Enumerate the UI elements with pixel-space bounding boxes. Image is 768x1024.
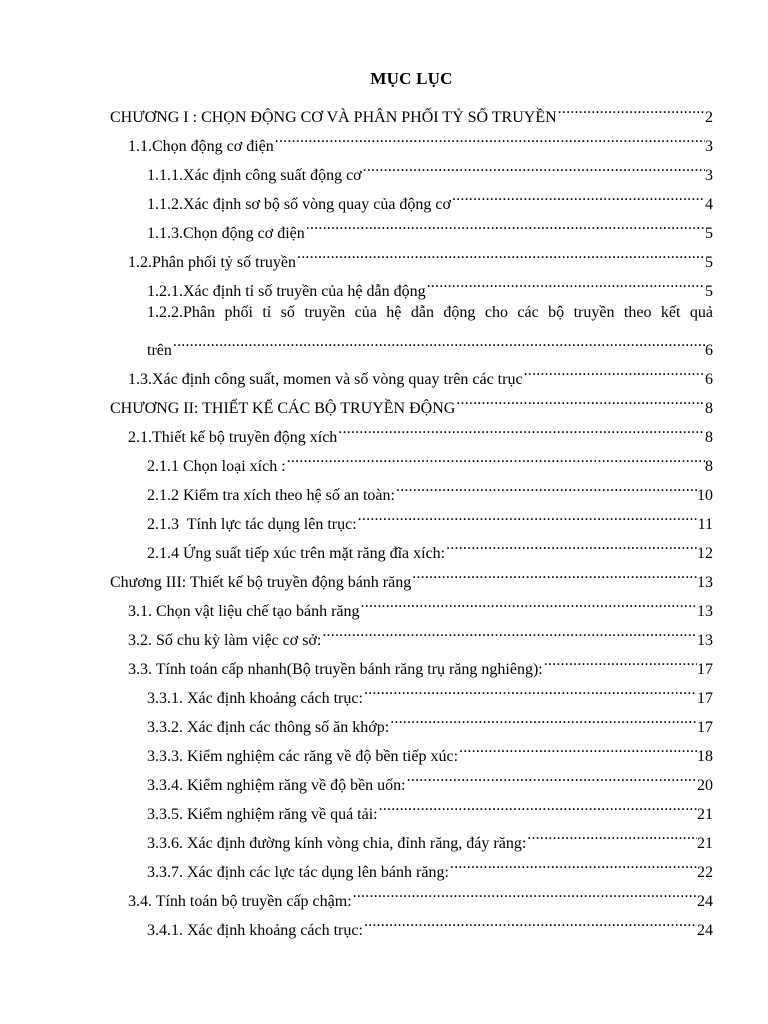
toc-page-number: 13 bbox=[697, 632, 713, 649]
dot-leader bbox=[357, 503, 698, 529]
toc-page-number: 3 bbox=[705, 167, 713, 184]
toc-page-number: 2 bbox=[705, 109, 713, 126]
toc-entry-text: 3.4.1. Xác định khoảng cách trục: bbox=[147, 922, 363, 939]
toc-entry-text: 1.2.Phân phối tỷ số truyền bbox=[128, 254, 296, 271]
toc-page-number: 13 bbox=[697, 603, 713, 620]
toc-page-number: 8 bbox=[705, 429, 713, 446]
toc-page-number: 13 bbox=[697, 574, 713, 591]
toc-entry-2-1-1[interactable] bbox=[147, 445, 713, 475]
toc-entry-3-1[interactable] bbox=[128, 590, 713, 620]
toc-entry-2-1-3[interactable] bbox=[147, 503, 713, 533]
toc-entry-3-4-1[interactable] bbox=[147, 909, 713, 939]
toc-entry-1-2-2-line1[interactable]: 1.2.2.Phân phối tỉ số truyền của hệ dẫn động cho các bộ truyền theo kết quả bbox=[147, 304, 713, 321]
toc-page-number: 4 bbox=[705, 196, 713, 213]
toc-page-number: 5 bbox=[705, 283, 713, 300]
toc-entry-3-3-5[interactable] bbox=[147, 793, 713, 823]
toc-entry-1-1-3[interactable] bbox=[147, 212, 713, 242]
toc-page-number: 17 bbox=[697, 719, 713, 736]
dot-leader bbox=[458, 735, 697, 761]
toc-page-number: 12 bbox=[697, 545, 713, 562]
toc-entry-text: 3.4. Tính toán bộ truyền cấp chậm: bbox=[128, 893, 352, 910]
toc-entry-text: CHƯƠNG II: THIẾT KẾ CÁC BỘ TRUYỀN ĐỘNG bbox=[110, 400, 456, 417]
toc-page-number: 5 bbox=[705, 254, 713, 271]
dot-leader bbox=[543, 648, 697, 674]
toc-entry-text: trên bbox=[147, 342, 172, 359]
toc-entry-text: CHƯƠNG I : CHỌN ĐỘNG CƠ VÀ PHÂN PHỐI TỶ SỐ TRUYỀN bbox=[110, 109, 557, 126]
dot-leader bbox=[360, 590, 698, 616]
toc-page-number: 11 bbox=[697, 516, 713, 533]
toc-entry-text: 3.3.6. Xác định đường kính vòng chia, đỉnh răng, đáy răng: bbox=[147, 835, 527, 852]
dot-leader bbox=[337, 416, 705, 442]
dot-leader bbox=[321, 619, 697, 645]
toc-page-number: 3 bbox=[705, 138, 713, 155]
dot-leader bbox=[426, 270, 705, 296]
toc-page-number: 24 bbox=[697, 922, 713, 939]
toc-entry-text: 3.3.2. Xác định các thông số ăn khớp: bbox=[147, 719, 390, 736]
dot-leader bbox=[395, 474, 697, 500]
toc-title: MỤC LỤC bbox=[370, 69, 453, 88]
toc-entry-text: 3.3.1. Xác định khoảng cách trục: bbox=[147, 690, 363, 707]
toc-entry-1-2[interactable] bbox=[128, 241, 713, 271]
toc-entry-2-1[interactable] bbox=[128, 416, 713, 446]
toc-entry-text: 1.1.1.Xác định công suất động cơ bbox=[147, 167, 362, 184]
toc-entry-text: 2.1.3 Tính lực tác dụng lên trục: bbox=[147, 516, 357, 533]
toc-entry-text: 1.2.1.Xác định tỉ số truyền của hệ dẫn động bbox=[147, 283, 426, 300]
dot-leader bbox=[445, 532, 697, 558]
toc-entry-3-3-4[interactable] bbox=[147, 764, 713, 794]
toc-entry-2-1-4[interactable] bbox=[147, 532, 713, 562]
toc-page-number: 17 bbox=[697, 690, 713, 707]
dot-leader bbox=[455, 387, 705, 413]
toc-entry-text: 1.3.Xác định công suất, momen và số vòng quay trên các trục bbox=[128, 371, 523, 388]
dot-leader bbox=[305, 212, 705, 238]
toc-entry-text: 2.1.Thiết kế bộ truyền động xích bbox=[128, 429, 338, 446]
toc-entry-1-1[interactable] bbox=[128, 125, 713, 155]
dot-leader bbox=[526, 822, 697, 848]
toc-entry-text: 3.3. Tính toán cấp nhanh(Bộ truyền bánh răng trụ răng nghiêng): bbox=[128, 661, 543, 678]
toc-entry-3-2[interactable] bbox=[128, 619, 713, 649]
dot-leader bbox=[296, 241, 705, 267]
toc-entry-1-3[interactable] bbox=[128, 358, 713, 388]
toc-page-number: 17 bbox=[697, 661, 713, 678]
dot-leader bbox=[449, 851, 697, 877]
toc-entry-3-3-3[interactable] bbox=[147, 735, 713, 765]
toc-entry-3-3-7[interactable] bbox=[147, 851, 713, 881]
dot-leader bbox=[411, 561, 697, 587]
toc-entry-text: 1.1.Chọn động cơ điện bbox=[128, 138, 274, 155]
toc-entry-1-1-1[interactable] bbox=[147, 154, 713, 184]
toc-entry-text: 3.3.3. Kiểm nghiệm các răng về độ bền tiếp xúc: bbox=[147, 748, 459, 765]
dot-leader bbox=[406, 764, 697, 790]
toc-entry-3-3-2[interactable] bbox=[147, 706, 713, 736]
toc-page-number: 21 bbox=[697, 835, 713, 852]
toc-entry-chapter-1[interactable] bbox=[110, 96, 713, 126]
toc-entry-3-4[interactable] bbox=[128, 880, 713, 910]
dot-leader bbox=[523, 358, 705, 384]
toc-page-number: 10 bbox=[697, 487, 713, 504]
toc-entry-chapter-3[interactable] bbox=[110, 561, 713, 591]
toc-entry-text: Chương III: Thiết kế bộ truyền động bánh răng bbox=[110, 574, 412, 591]
toc-entry-3-3[interactable] bbox=[128, 648, 713, 678]
dot-leader bbox=[557, 96, 705, 122]
dot-leader bbox=[378, 793, 697, 819]
toc-entry-3-3-6[interactable] bbox=[147, 822, 713, 852]
toc-entry-3-3-1[interactable] bbox=[147, 677, 713, 707]
toc-entry-2-1-2[interactable] bbox=[147, 474, 713, 504]
toc-entry-text: 3.3.7. Xác định các lực tác dụng lên bánh răng: bbox=[147, 864, 449, 881]
toc-page-number: 6 bbox=[705, 342, 713, 359]
toc-page-number: 5 bbox=[705, 225, 713, 242]
dot-leader bbox=[274, 125, 705, 151]
toc-entry-chapter-2[interactable] bbox=[110, 387, 713, 417]
dot-leader bbox=[389, 706, 697, 732]
dot-leader bbox=[172, 329, 705, 355]
dot-leader bbox=[362, 154, 705, 180]
dot-leader bbox=[451, 183, 705, 209]
toc-page-number: 24 bbox=[697, 893, 713, 910]
toc-entry-text: 1.1.3.Chọn động cơ điện bbox=[147, 225, 305, 242]
toc-entry-text: 3.1. Chọn vật liệu chế tạo bánh răng bbox=[128, 603, 360, 620]
toc-entry-1-2-2[interactable] bbox=[147, 329, 713, 359]
toc-entry-text: 2.1.2 Kiểm tra xích theo hệ số an toàn: bbox=[147, 487, 395, 504]
toc-entry-text: 3.3.5. Kiểm nghiệm răng về quá tải: bbox=[147, 806, 378, 823]
toc-page-number: 22 bbox=[697, 864, 713, 881]
toc-entry-text: 2.1.4 Ứng suất tiếp xúc trên mặt răng đĩa xích: bbox=[147, 545, 446, 562]
toc-page-number: 6 bbox=[705, 371, 713, 388]
dot-leader bbox=[363, 909, 697, 935]
toc-entry-text: 3.2. Số chu kỳ làm việc cơ sở: bbox=[128, 632, 322, 649]
toc-page-number: 21 bbox=[697, 806, 713, 823]
toc-entry-text: 2.1.1 Chọn loại xích : bbox=[147, 458, 286, 475]
toc-entry-text: 3.3.4. Kiểm nghiệm răng về độ bền uốn: bbox=[147, 777, 406, 794]
dot-leader bbox=[352, 880, 697, 906]
toc-entry-text: 1.1.2.Xác định sơ bộ số vòng quay của động cơ bbox=[147, 196, 451, 213]
dot-leader bbox=[286, 445, 705, 471]
toc-page-number: 8 bbox=[705, 400, 713, 417]
toc-page-number: 18 bbox=[697, 748, 713, 765]
toc-page-number: 8 bbox=[705, 458, 713, 475]
toc-entry-1-1-2[interactable] bbox=[147, 183, 713, 213]
toc-page-number: 20 bbox=[697, 777, 713, 794]
toc-entry-1-2-1[interactable] bbox=[147, 270, 713, 300]
dot-leader bbox=[363, 677, 697, 703]
